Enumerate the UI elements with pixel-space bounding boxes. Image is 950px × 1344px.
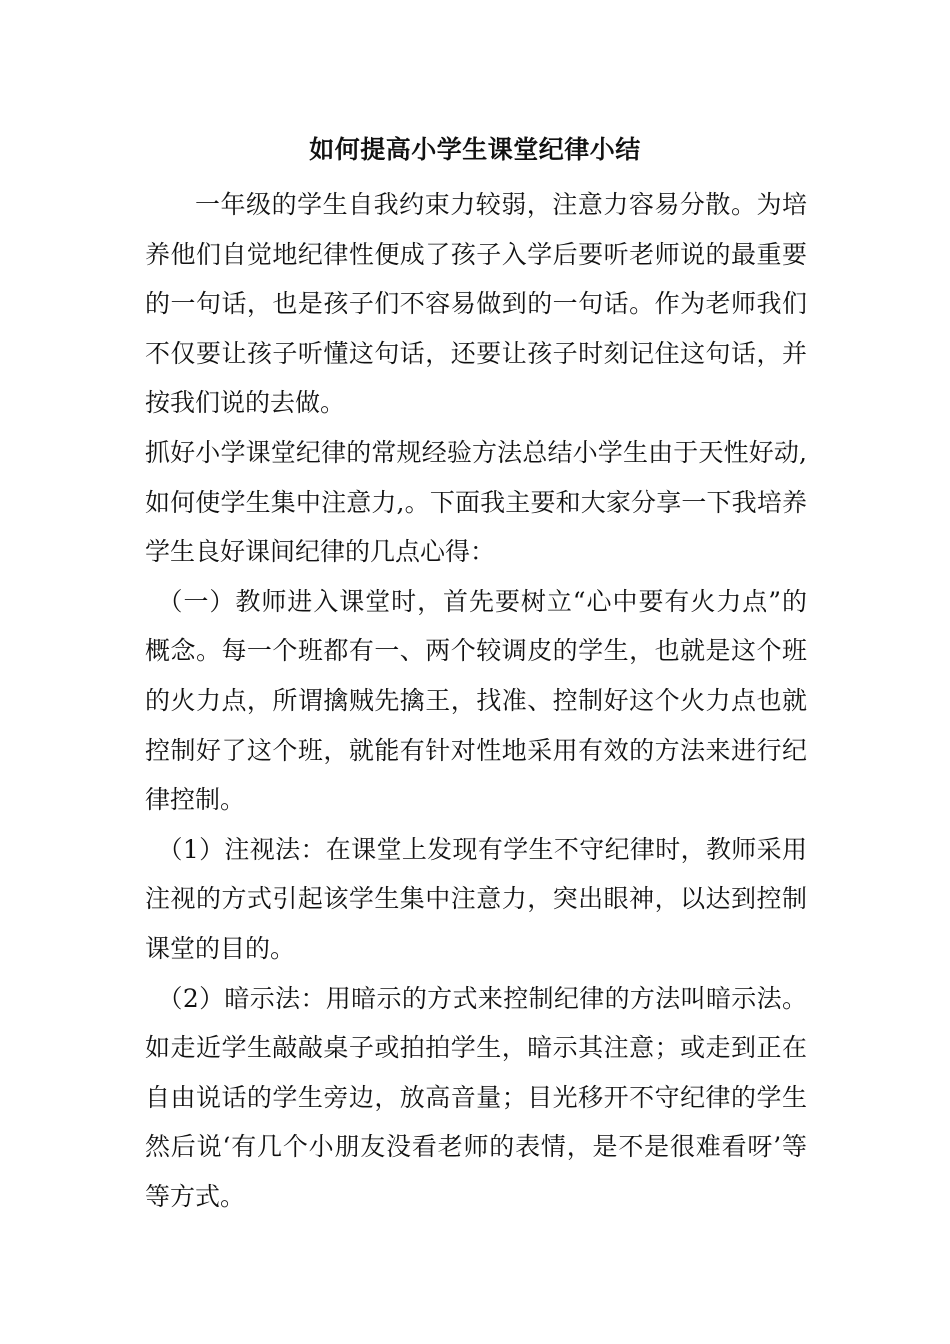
paragraph-gaze-method: （1）注视法：在课堂上发现有学生不守纪律时，教师采用注视的方式引起该学生集中注意力，突出眼神，以达到控制课堂的目的。: [145, 834, 807, 963]
document-title: 如何提高小学生课堂纪律小结: [309, 135, 641, 164]
paragraph-hint-method: （2）暗示法：用暗示的方式来控制纪律的方法叫暗示法。如走近学生敲敲桌子或拍拍学生，暗示其注意；或走到正在自由说话的学生旁边，放高音量；目光移开不守纪律的学生然后说‘有几个小朋友没看老师的表情，是不是很难看呀’等等方式。: [145, 983, 807, 1211]
paragraph-summary: 抓好小学课堂纪律的常规经验方法总结小学生由于天性好动, 如何使学生集中注意力,。下面我主要和大家分享一下我培养学生良好课间纪律的几点心得：: [145, 437, 807, 567]
paragraph-intro: 一年级的学生自我约束力较弱，注意力容易分散。为培养他们自觉地纪律性便成了孩子入学后要听老师说的最重要的一句话，也是孩子们不容易做到的一句话。作为老师我们不仅要让孩子听懂这句话，还要让孩子时刻记住这句话，并按我们说的去做。: [145, 190, 807, 418]
document-body: [145, 180, 807, 1221]
paragraph-section-one: （一）教师进入课堂时，首先要树立“心中要有火力点”的概念。每一个班都有一、两个较调皮的学生，也就是这个班的火力点，所谓擒贼先擒王，找准、控制好这个火力点也就控制好了这个班，就能有针对性地采用有效的方法来进行纪律控制。: [145, 586, 807, 815]
